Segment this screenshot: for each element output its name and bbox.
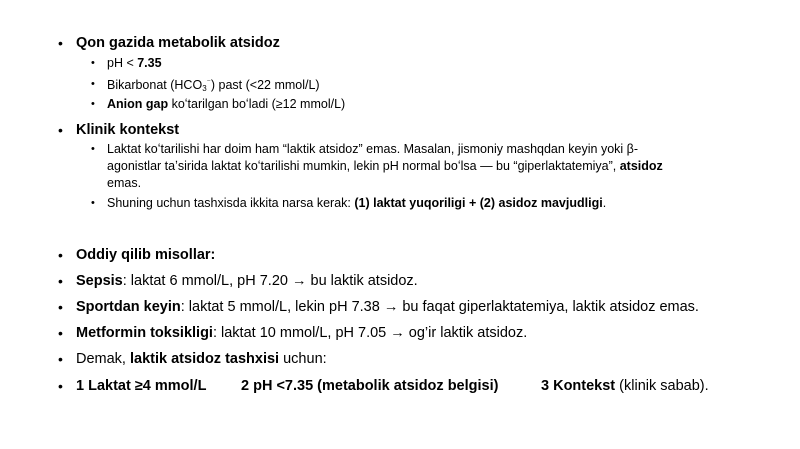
bicarb-text: Bikarbonat (HCO bbox=[107, 78, 203, 92]
bullet: • bbox=[91, 98, 95, 110]
metformin-label: Metformin toksikligi bbox=[76, 325, 213, 341]
bullet: • bbox=[58, 325, 63, 341]
example-metformin bbox=[76, 325, 527, 341]
clinical-heading: Klinik kontekst bbox=[76, 122, 180, 138]
clinical-paragraph-line1: Laktat koʻtarilishi har doim ham “laktik atsidoz” emas. Masalan, jismoniy mashqdan keyin yoki β- bbox=[107, 142, 639, 156]
conclusion bbox=[76, 351, 327, 367]
ph-value: 7.35 bbox=[137, 56, 162, 70]
example-sport bbox=[76, 299, 699, 315]
bicarb-subscript: 3 bbox=[202, 84, 207, 93]
bullet: • bbox=[58, 299, 63, 315]
requirement-end: . bbox=[602, 196, 607, 210]
bullet: • bbox=[91, 57, 95, 69]
conclusion-text: Demak, bbox=[76, 351, 130, 367]
bicarb-rest: ) past (<22 mmol/L) bbox=[210, 78, 320, 92]
requirement-text: Shuning uchun tashxisda ikkita narsa kerak: bbox=[107, 196, 355, 210]
bullet: • bbox=[58, 378, 63, 394]
conclusion-end: uchun: bbox=[279, 351, 327, 367]
aniongap-text: koʻtarilgan boʻladi (≥12 mmol/L) bbox=[168, 97, 346, 111]
bullet: • bbox=[91, 197, 95, 209]
criterion-context bbox=[541, 378, 709, 394]
diagnosis-requirement bbox=[107, 196, 606, 210]
bullet: • bbox=[58, 273, 63, 289]
clinical-paragraph-line2 bbox=[107, 159, 663, 173]
context-text: (klinik sabab). bbox=[615, 378, 709, 394]
criterion-lactate: 1 Laktat ≥4 mmol/L bbox=[76, 378, 207, 394]
bicarb-superscript: ⁻ bbox=[206, 77, 211, 86]
aniongap-label: Anion gap bbox=[107, 97, 169, 111]
sepsis-text: : laktat 6 mmol/L, pH 7.20 → bu laktik atsidoz. bbox=[122, 273, 418, 289]
metabolic-heading: Qon gazida metabolik atsidoz bbox=[76, 35, 280, 51]
sport-text: : laktat 5 mmol/L, lekin pH 7.38 → bu faqat giperlaktatemiya, laktik atsidoz emas. bbox=[180, 299, 699, 315]
sepsis-label: Sepsis bbox=[76, 273, 123, 289]
bullet: • bbox=[91, 78, 95, 90]
context-label: 3 Kontekst bbox=[541, 378, 616, 394]
bullet: • bbox=[91, 143, 95, 155]
criterion-ph: 2 pH <7.35 (metabolik atsidoz belgisi) bbox=[241, 378, 499, 394]
bullet: • bbox=[58, 122, 63, 138]
aniongap-item bbox=[107, 97, 345, 111]
examples-heading: Oddiy qilib misollar: bbox=[76, 247, 216, 263]
bullet: • bbox=[58, 247, 63, 263]
example-sepsis bbox=[76, 273, 418, 289]
bullet: • bbox=[58, 351, 63, 367]
bullet: • bbox=[58, 35, 63, 51]
ph-item bbox=[107, 56, 162, 70]
requirement-bold: (1) laktat yuqoriligi + (2) asidoz mavjudligi bbox=[354, 196, 603, 210]
ph-label: pH < bbox=[107, 56, 138, 70]
metformin-text: : laktat 10 mmol/L, pH 7.05 → og’ir laktik atsidoz. bbox=[212, 325, 528, 341]
clinical-paragraph-line3: emas. bbox=[107, 176, 142, 190]
clinical-bold: atsidoz bbox=[619, 159, 663, 173]
sport-label: Sportdan keyin bbox=[76, 299, 181, 315]
bicarbonate-item bbox=[107, 77, 320, 93]
conclusion-bold: laktik atsidoz tashxisi bbox=[130, 351, 280, 367]
clinical-text: agonistlar taʼsirida laktat koʻtarilishi mumkin, lekin pH normal boʻlsa — bu “giperlaktatemiya”, bbox=[107, 159, 620, 173]
